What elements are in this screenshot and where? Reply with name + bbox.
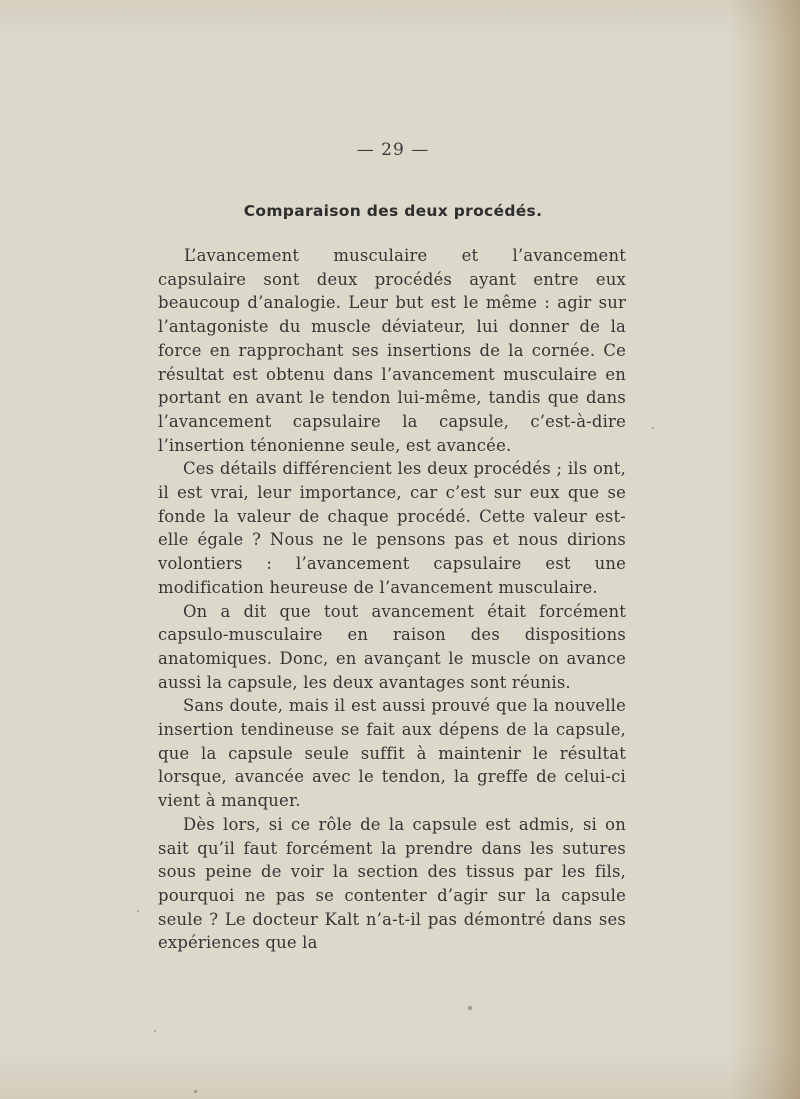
- paper-speck: [137, 910, 139, 912]
- section-heading: Comparaison des deux procédés.: [243, 202, 543, 220]
- paragraph-5: Dès lors, si ce rôle de la capsule est admis, si on sait qu’il faut forcément la prendre dans les sutures sous peine de voir la section des tissus par les fils, pourquoi ne pas se contenter d’agir sur la capsule seule ? Le docteur Kalt n’a-t-il pas démontré dans ses expériences que la: [158, 814, 626, 953]
- paragraph-3: On a dit que tout avancement était forcément capsulo-musculaire en raison des dispositions anatomiques. Donc, en avançant le muscle on avance aussi la capsule, les deux avantages sont réunis.: [158, 601, 626, 692]
- body-text: [158, 244, 626, 955]
- paper-speck: [652, 427, 654, 429]
- paper-speck: [468, 1006, 472, 1010]
- paragraph-4: Sans doute, mais il est aussi prouvé que la nouvelle insertion tendineuse se fait aux dépens de la capsule, que la capsule seule suffit à maintenir le résultat lorsque, avancée avec le tendon, la greffe de celui-ci vient à manquer.: [158, 696, 626, 811]
- page-number: — 29 —: [356, 140, 430, 160]
- paragraph-1: L’avancement musculaire et l’avancement capsulaire sont deux procédés ayant entre eux beaucoup d’analogie. Leur but est le même : agir sur l’antagoniste du muscle déviateur, lui donner de la force en rapprochant ses insertions de la cornée. Ce résultat est obtenu dans l’avancement musculaire en portant en avant le tendon lui-même, tandis que dans l’avancement capsulaire la capsule, c’est-à-dire l’insertion ténonienne seule, est avancée.: [158, 246, 626, 455]
- paper-speck: [194, 1090, 197, 1093]
- paper-speck: [154, 1030, 156, 1032]
- paragraph-2: Ces détails différencient les deux procédés ; ils ont, il est vrai, leur importance, car c’est sur eux que se fonde la valeur de chaque procédé. Cette valeur est-elle égale ? Nous ne le pensons pas et nous dirions volontiers : l’avancement capsulaire est une modification heureuse de l’avancement musculaire.: [158, 459, 626, 597]
